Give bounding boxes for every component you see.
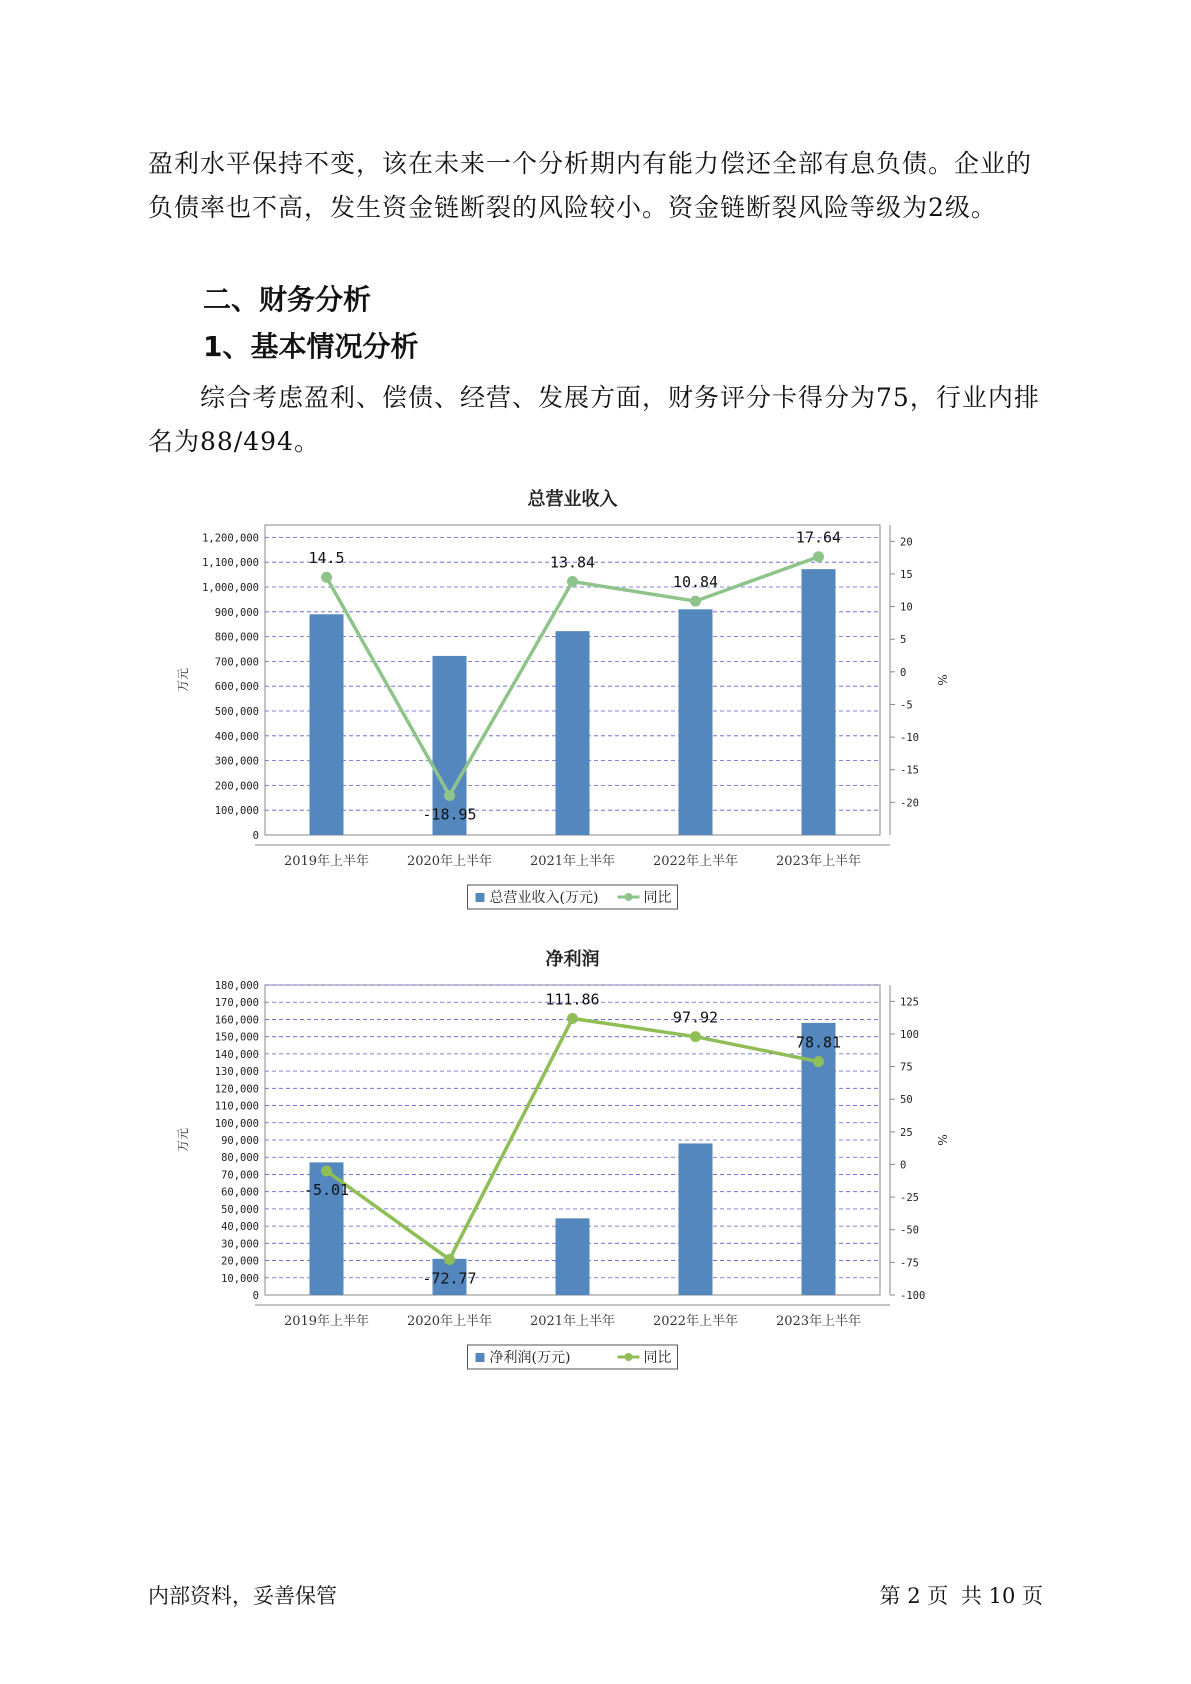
chart-title: 总营业收入 xyxy=(527,489,618,510)
y-tick-label: 140,000 xyxy=(214,1048,259,1061)
y2-tick-label: -20 xyxy=(900,797,919,810)
x-tick-label: 2019年上半年 xyxy=(283,854,370,869)
y2-tick-label: 100 xyxy=(900,1028,919,1041)
y-axis-label: 万元 xyxy=(176,1127,190,1153)
y-tick-label: 800,000 xyxy=(214,631,259,644)
subsection-heading: 1、基本情况分析 xyxy=(203,330,419,363)
y-axis-label: 万元 xyxy=(176,667,190,693)
yoy-data-label: 97.92 xyxy=(672,1008,719,1027)
legend-bar-swatch xyxy=(476,1353,485,1362)
x-tick-label: 2022年上半年 xyxy=(652,1314,739,1329)
y2-axis-label: % xyxy=(935,674,949,686)
yoy-point xyxy=(321,1166,332,1177)
y-tick-label: 900,000 xyxy=(214,606,259,619)
section-heading: 二、财务分析 xyxy=(203,283,372,316)
y2-tick-label: -50 xyxy=(900,1224,919,1237)
yoy-point xyxy=(444,1254,455,1265)
y2-tick-label: 10 xyxy=(900,601,913,614)
y-tick-label: 160,000 xyxy=(214,1014,259,1027)
yoy-point xyxy=(567,1013,578,1024)
yoy-data-label: -18.95 xyxy=(422,805,477,824)
yoy-point xyxy=(567,576,578,587)
yoy-point xyxy=(444,790,455,801)
y2-tick-label: -5 xyxy=(900,699,913,712)
y-tick-label: 120,000 xyxy=(214,1083,259,1096)
revenue-chart xyxy=(176,480,960,906)
y2-tick-label: -25 xyxy=(900,1192,919,1205)
footer-page-number: 第 2 页 xyxy=(879,1584,949,1608)
y-tick-label: 300,000 xyxy=(214,755,259,768)
footer-page-total: 共 10 页 xyxy=(960,1584,1043,1608)
yoy-data-label: 13.84 xyxy=(549,553,596,572)
y2-axis-label: % xyxy=(935,1134,949,1146)
yoy-point xyxy=(813,551,824,562)
legend-bar-swatch xyxy=(476,893,485,902)
x-tick-label: 2023年上半年 xyxy=(775,1314,862,1329)
x-tick-label: 2020年上半年 xyxy=(406,854,493,869)
x-tick-label: 2022年上半年 xyxy=(652,854,739,869)
y2-tick-label: 20 xyxy=(900,536,913,549)
y-tick-label: 80,000 xyxy=(221,1152,259,1165)
y-tick-label: 150,000 xyxy=(214,1031,259,1044)
bar xyxy=(679,609,713,835)
y-tick-label: 100,000 xyxy=(214,805,259,818)
y2-tick-label: 0 xyxy=(900,666,907,679)
legend-line-marker xyxy=(625,1353,633,1361)
x-tick-label: 2019年上半年 xyxy=(283,1314,370,1329)
y-tick-label: 200,000 xyxy=(214,780,259,793)
analysis-paragraph: 综合考虑盈利、偿债、经营、发展方面，财务评分卡得分为75，行业内排名为88/494。 xyxy=(148,383,1040,456)
y2-tick-label: 75 xyxy=(900,1061,913,1074)
yoy-data-label: -72.77 xyxy=(422,1269,477,1288)
y-tick-label: 90,000 xyxy=(221,1135,259,1147)
legend-line-marker xyxy=(625,893,633,901)
y-tick-label: 1,000,000 xyxy=(202,582,259,594)
yoy-data-label: 111.86 xyxy=(545,990,600,1009)
y2-tick-label: 15 xyxy=(900,568,913,581)
y-tick-label: 0 xyxy=(252,830,259,842)
yoy-point xyxy=(690,1031,701,1042)
y2-tick-label: 125 xyxy=(900,996,919,1009)
yoy-data-label: 78.81 xyxy=(795,1033,842,1052)
chart-title: 净利润 xyxy=(545,949,600,970)
y2-tick-label: -100 xyxy=(900,1290,926,1302)
y-tick-label: 40,000 xyxy=(221,1221,259,1234)
y2-tick-label: 5 xyxy=(900,634,907,647)
x-tick-label: 2023年上半年 xyxy=(775,854,862,869)
y-tick-label: 60,000 xyxy=(221,1186,259,1199)
bar xyxy=(679,1143,713,1295)
y-tick-label: 500,000 xyxy=(214,706,259,718)
yoy-data-label: 14.5 xyxy=(308,549,345,568)
yoy-point xyxy=(690,596,701,607)
yoy-data-label: -5.01 xyxy=(303,1181,350,1200)
y-tick-label: 70,000 xyxy=(221,1169,259,1182)
x-tick-label: 2021年上半年 xyxy=(529,1314,616,1329)
legend-bar-label: 总营业收入(万元) xyxy=(489,890,599,906)
bar xyxy=(802,569,836,835)
y-tick-label: 130,000 xyxy=(214,1066,259,1079)
bar xyxy=(310,614,344,835)
yoy-data-label: 17.64 xyxy=(795,528,842,547)
x-tick-label: 2021年上半年 xyxy=(529,854,616,869)
y2-tick-label: 25 xyxy=(900,1126,913,1139)
bar xyxy=(556,631,590,835)
y-tick-label: 1,200,000 xyxy=(202,532,259,545)
y2-tick-label: 0 xyxy=(900,1159,907,1172)
net-profit-chart xyxy=(176,940,960,1366)
yoy-point xyxy=(321,572,332,583)
x-tick-label: 2020年上半年 xyxy=(406,1314,493,1329)
y-tick-label: 700,000 xyxy=(214,656,259,669)
y-tick-label: 1,100,000 xyxy=(202,557,259,570)
yoy-point xyxy=(813,1056,824,1067)
net-profit-chart-svg xyxy=(176,940,960,1366)
footer-confidential: 内部资料，妥善保管 xyxy=(148,1584,337,1608)
bar xyxy=(556,1218,590,1295)
y-tick-label: 110,000 xyxy=(214,1100,259,1113)
y-tick-label: 30,000 xyxy=(221,1238,259,1251)
legend-bar-label: 净利润(万元) xyxy=(489,1350,571,1366)
legend-line-label: 同比 xyxy=(643,890,672,906)
revenue-chart-svg xyxy=(176,480,960,906)
y-tick-label: 170,000 xyxy=(214,997,259,1010)
y2-tick-label: -10 xyxy=(900,732,919,745)
y2-tick-label: -15 xyxy=(900,764,919,777)
y-tick-label: 180,000 xyxy=(214,980,259,992)
intro-paragraph: 盈利水平保持不变，该在未来一个分析期内有能力偿还全部有息负债。企业的负债率也不高，发生资金链断裂的风险较小。资金链断裂风险等级为2级。 xyxy=(148,149,1033,222)
y2-tick-label: 50 xyxy=(900,1094,913,1107)
y-tick-label: 600,000 xyxy=(214,681,259,694)
y-tick-label: 0 xyxy=(252,1290,259,1302)
y-tick-label: 10,000 xyxy=(221,1272,259,1285)
legend-line-label: 同比 xyxy=(643,1350,672,1366)
yoy-data-label: 10.84 xyxy=(672,573,719,592)
y-tick-label: 20,000 xyxy=(221,1255,259,1268)
footer-page-info xyxy=(874,1580,1043,1610)
y-tick-label: 50,000 xyxy=(221,1203,259,1216)
y-tick-label: 100,000 xyxy=(214,1117,259,1130)
y-tick-label: 400,000 xyxy=(214,730,259,743)
y2-tick-label: -75 xyxy=(900,1257,919,1270)
